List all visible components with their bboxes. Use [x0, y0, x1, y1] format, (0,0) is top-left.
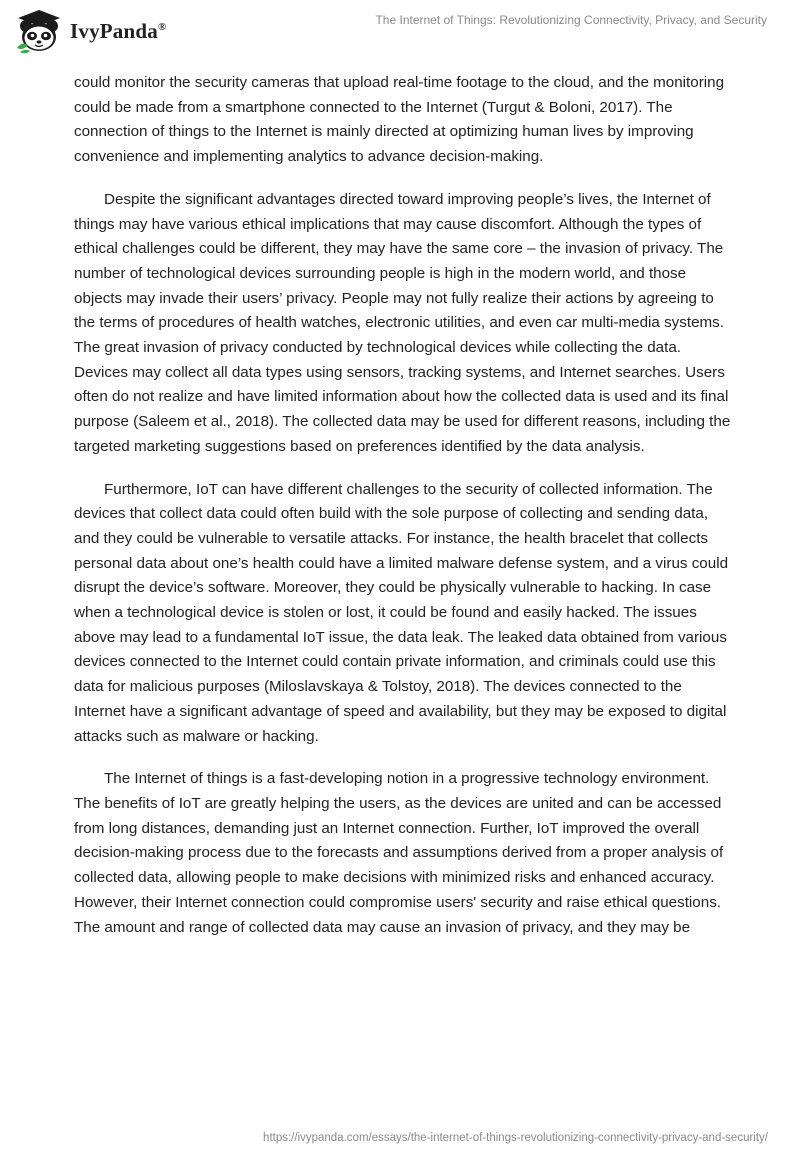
page-header: [0, 0, 800, 70]
paragraph-4: The Internet of things is a fast-developing notion in a progressive technology environment. The benefits of IoT are greatly helping the users, as the devices are united and can be accessed from long distances, demanding just an Internet connection. Further, IoT improved the overall decision-making process due to the forecasts and assumptions derived from a proper analysis of collected data, allowing people to make decisions with minimized risks and enhanced accuracy. However, their Internet connection could compromise users' security and raise ethical questions. The amount and range of collected data may cause an invasion of privacy, and they may be: [74, 770, 724, 936]
ivypanda-logo[interactable]: [14, 8, 166, 54]
document-title: The Internet of Things: Revolutionizing Connectivity, Privacy, and Security: [375, 13, 767, 27]
source-url-link[interactable]: https://ivypanda.com/essays/the-internet-of-things-revolutionizing-connectivity-privacy-and-security/: [263, 1132, 768, 1144]
panda-logo-icon: [14, 8, 64, 54]
paragraph-2: Despite the significant advantages directed toward improving people’s lives, the Internet of things may have various ethical implications that may cause discomfort. Although the types of ethical challenges could be different, they may have the same core – the invasion of privacy. The number of technological devices surrounding people is high in the modern world, and those objects may invade their users’ privacy. People may not fully realize their actions by agreeing to the terms of procedures of health watches, electronic utilities, and even car multi-media systems. The great invasion of privacy conducted by technological devices while collecting the data. Devices may collect all data types using sensors, tracking systems, and Internet searches. Users often do not realize and have limited information about how the collected data is used and its final purpose (Saleem et al., 2018). The collected data may be used for different reasons, including the targeted marketing suggestions based on preferences identified by the data analysis.: [74, 190, 731, 455]
paragraph-1: could monitor the security cameras that upload real-time footage to the cloud, and the monitoring could be made from a smartphone connected to the Internet (Turgut & Boloni, 2017). The connection of things to the Internet is mainly directed at optimizing human lives by improving convenience and implementing analytics to advance decision-making.: [74, 74, 725, 166]
brand-name: IvyPanda®: [70, 18, 167, 43]
registered-mark: ®: [157, 20, 167, 33]
essay-body: [74, 71, 734, 958]
paragraph-3: Furthermore, IoT can have different challenges to the security of collected information. The devices that collect data could often build with the sole purpose of collecting and sending data, and they could be vulnerable to versatile attacks. For instance, the health bracelet that collects personal data about one’s health could have a limited malware defense system, and a virus could disrupt the device’s software. Moreover, they could be physically vulnerable to hacking. In case when a technological device is stolen or lost, it could be found and easily hacked. The issues above may lead to a fundamental IoT issue, the data leak. The leaked data obtained from various devices connected to the Internet could contain private information, and criminals could use this data for malicious purposes (Miloslavskaya & Tolstoy, 2018). The devices connected to the Internet have a significant advantage of speed and availability, but they may be exposed to digital attacks such as malware or hacking.: [74, 480, 729, 745]
